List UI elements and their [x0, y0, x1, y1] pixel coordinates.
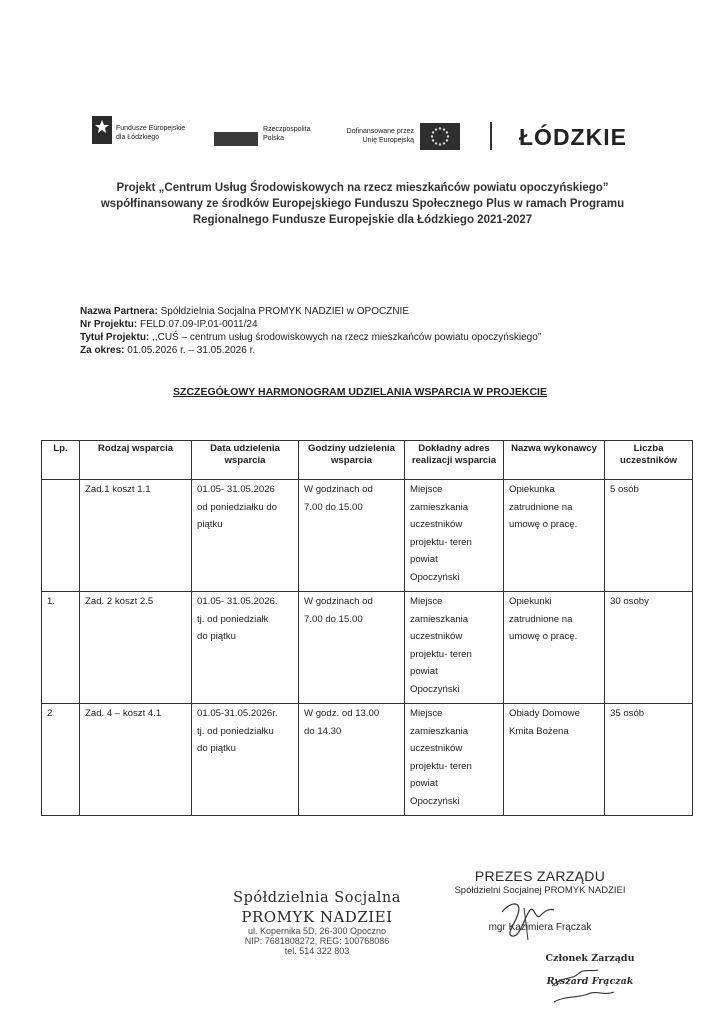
header-contractor: Nazwa wykonawcy	[504, 441, 605, 480]
funds-logo-text: Fundusze Europejskie dla Łódzkiego	[116, 125, 186, 141]
president-title: PREZES ZARZĄDU	[474, 868, 606, 884]
project-heading-line: współfinansowany ze środków Europejskiego Funduszu Społecznego Plus w ramach Programu	[100, 198, 625, 210]
board-member-name: Ryszard Frączak	[546, 976, 634, 987]
eu-flag-icon	[420, 123, 460, 150]
cell-participants: 5 osób	[605, 480, 693, 592]
header-address: Dokładny adres realizacji wsparcia	[405, 441, 504, 480]
stamp-phone: tel. 514 322 803	[284, 946, 350, 956]
poland-flag-icon	[214, 132, 258, 146]
cell-support-date: 01.05-31.05.2026r. tj. od poniedziałku do piątku	[192, 704, 299, 816]
cell-participants: 30 osoby	[605, 592, 693, 704]
cell-support-date: 01.05- 31.05.2026 od poniedziałku do piątku	[192, 480, 299, 592]
stamp-line-name: Spółdzielnia Socjalna	[233, 890, 401, 906]
header-support-type: Rodzaj wsparcia	[80, 441, 192, 480]
president-name: mgr Kazimiera Frączak	[488, 922, 592, 933]
table-header-row	[42, 441, 693, 480]
cell-lp: 2	[42, 704, 80, 816]
table-row	[42, 592, 693, 704]
header-support-hours: Godziny udzielenia wsparcia	[299, 441, 405, 480]
header-support-date: Data udzielenia wsparcia	[192, 441, 299, 480]
project-number-line	[80, 319, 258, 331]
header-participants: Liczba uczestników	[605, 441, 693, 480]
cell-address: Miejsce zamieszkania uczestników projektu- teren powiat Opoczyński	[405, 592, 504, 704]
schedule-table	[41, 440, 693, 816]
header-lp: Lp.	[42, 441, 80, 480]
board-member-title: Członek Zarządu	[545, 953, 635, 964]
cell-support-date: 01.05- 31.05.2026. tj. od poniedziałk do piątku	[192, 592, 299, 704]
cell-contractor: Obiady Domowe Kmita Bożena	[504, 704, 605, 816]
project-heading	[60, 180, 665, 228]
table-row	[42, 704, 693, 816]
cooperative-stamp	[212, 890, 422, 956]
funds-logo-icon	[92, 116, 112, 144]
project-number-value: FELD.07.09-IP.01-0011/24	[140, 319, 258, 330]
cell-address: Miejsce zamieszkania uczestników projektu- teren powiat Opoczyński	[405, 480, 504, 592]
stamp-ids: NIP: 7681808272, REG: 100768086	[244, 936, 390, 946]
cell-support-hours: W godz. od 13.00 do 14.30	[299, 704, 405, 816]
cell-support-hours: W godzinach od 7.00 do 15.00	[299, 480, 405, 592]
cell-participants: 35 osób	[605, 704, 693, 816]
logo-separator	[490, 122, 492, 150]
partner-label: Nazwa Partnera:	[80, 306, 158, 317]
partner-line	[80, 306, 409, 318]
lodzkie-logo: ŁÓDZKIE	[519, 124, 627, 150]
stamp-line-org: PROMYK NADZIEI	[241, 908, 393, 926]
cell-support-hours: W godzinach od 7.00 do 15.00	[299, 592, 405, 704]
table-row	[42, 480, 693, 592]
schedule-title: SZCZEGÓŁOWY HARMONOGRAM UDZIELANIA WSPARCIA W PROJEKCIE	[173, 386, 547, 398]
eu-funding-text: Dofinansowane przez Unię Europejską	[346, 128, 414, 144]
stamp-address: ul. Kopernika 5D, 26-300 Opoczno	[247, 926, 387, 936]
cell-contractor: Opiekunka zatrudnione na umowę o pracę.	[504, 480, 605, 592]
board-member-signature	[548, 962, 628, 1012]
president-org: Spółdzielni Socjalnej PROMYK NADZIEI	[454, 885, 626, 896]
cell-support-type: Zad.1 koszt 1.1	[80, 480, 192, 592]
project-heading-line: Regionalnego Fundusze Europejskie dla Łódzkiego 2021-2027	[192, 214, 533, 226]
project-heading-line: Projekt „Centrum Usług Środowiskowych na rzecz mieszkańców powiatu opoczyńskiego”	[116, 182, 609, 194]
cell-lp	[42, 480, 80, 592]
cell-support-type: Zad. 4 – koszt 4.1	[80, 704, 192, 816]
project-number-label: Nr Projektu:	[80, 319, 138, 330]
period-label: Za okres:	[80, 345, 125, 356]
cell-contractor: Opiekunki zatrudnione na umowę o pracę.	[504, 592, 605, 704]
project-title-value: ,,CUŚ – centrum usług środowiskowych na rzecz mieszkańców powiatu opoczyńskiego”	[152, 332, 542, 343]
poland-logo-text: Rzeczpospolita Polska	[263, 126, 311, 142]
cell-support-type: Zad. 2 koszt 2.5	[80, 592, 192, 704]
president-signature	[494, 894, 564, 944]
cell-address: Miejsce zamieszkania uczestników projektu- teren powiat Opoczyński	[405, 704, 504, 816]
period-value: 01.05.2026 r. – 31.05.2026 r.	[127, 345, 256, 356]
partner-value: Spółdzielnia Socjalna PROMYK NADZIEI w OPOCZNIE	[160, 306, 410, 317]
project-title-label: Tytuł Projektu:	[80, 332, 150, 343]
cell-lp: 1.	[42, 592, 80, 704]
project-title-line	[80, 332, 541, 344]
period-line	[80, 345, 255, 357]
